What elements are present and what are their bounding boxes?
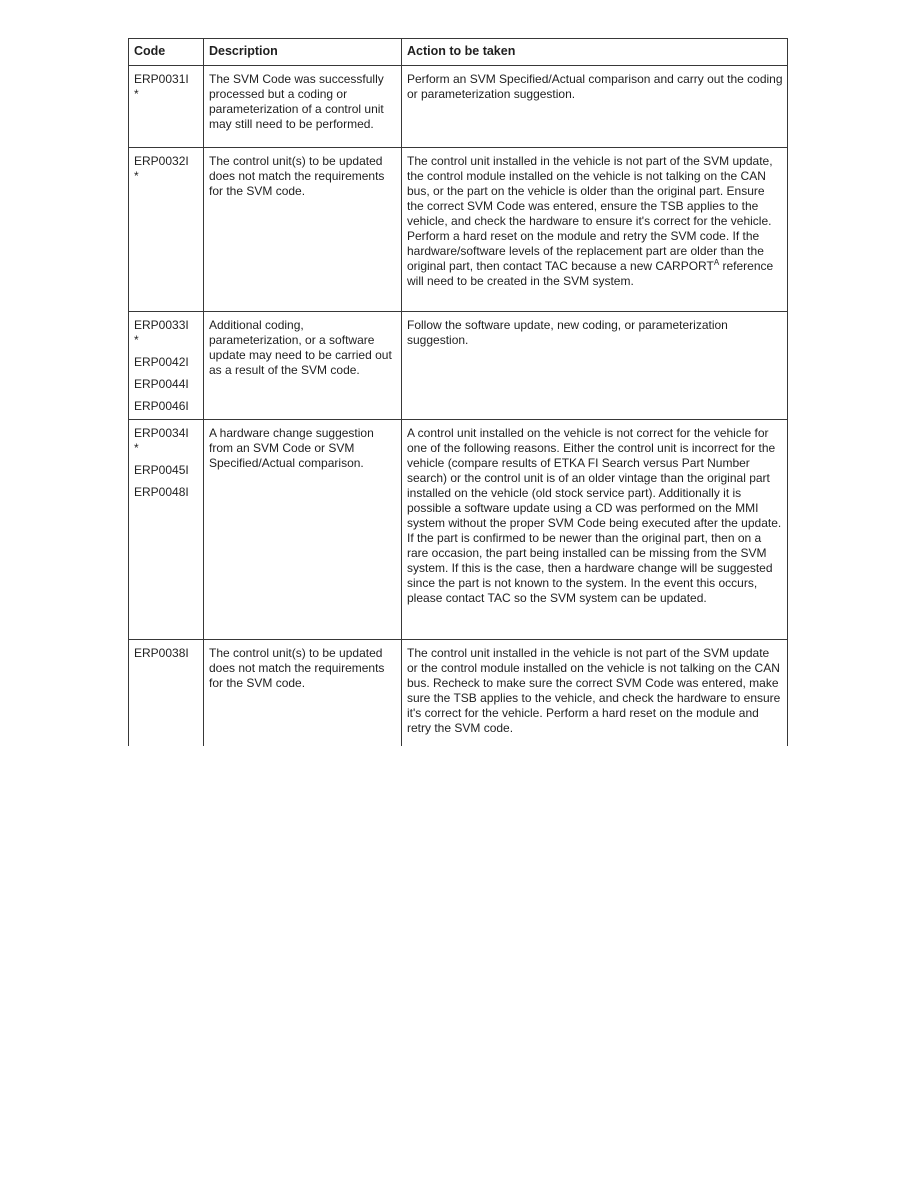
code-footnote-asterisk: *	[134, 87, 139, 101]
code-value: ERP0044I	[134, 377, 189, 391]
action-text: The control unit installed in the vehicle is not part of the SVM update, the control module installed on the vehicle is not talking on the CAN bus, or the part on the vehicle is older than the original part. Ensure the correct SVM Code was entered, ensure the TSB applies to the vehicle, and check the hardware to ensure it's correct for the vehicle. Perform a hard reset on the module and retry the SVM code. If the hardware/software levels of the replacement part are older than the original part, then contact TAC because a new CARPORT	[407, 154, 773, 273]
table-row	[129, 640, 788, 747]
action-cell: Follow the software update, new coding, or parameterization suggestion.	[402, 312, 788, 420]
table-row	[129, 420, 788, 640]
description-cell: A hardware change suggestion from an SVM Code or SVM Specified/Actual comparison.	[204, 420, 402, 640]
action-cell: A control unit installed on the vehicle is not correct for the vehicle for one of the following reasons. Either the control unit is incorrect for the vehicle (compare results of ETKA FI Search versus Part Number search) or the control unit is of an older vintage than the original part installed on the vehicle (old stock service part). Additionally it is possible a software update using a CD was performed on the MMI system without the proper SVM Code being executed after the update. If the part is confirmed to be newer than the original part, then on a rare occasion, the part being installed can be missing from the SVM system. If this is the case, then a hardware change will be suggested since the part is not known to the system. In the event this occurs, please contact TAC so the SVM system can be updated.	[402, 420, 788, 640]
code-footnote-asterisk: *	[134, 169, 139, 183]
table-row	[129, 66, 788, 148]
action-cell: Perform an SVM Specified/Actual comparison and carry out the coding or parameterization suggestion.	[402, 66, 788, 148]
code-cell	[129, 312, 204, 420]
table-row	[129, 148, 788, 312]
carport-superscript: A	[713, 258, 720, 267]
header-code: Code	[129, 39, 204, 66]
table-row	[129, 312, 788, 420]
code-value: ERP0045I	[134, 463, 189, 477]
description-cell: The SVM Code was successfully processed but a coding or parameterization of a control unit may still need to be performed.	[204, 66, 402, 148]
header-description: Description	[204, 39, 402, 66]
code-value: ERP0038I	[134, 646, 189, 660]
svm-codes-table-wrapper	[128, 38, 789, 746]
svm-codes-table	[128, 38, 788, 746]
description-cell: The control unit(s) to be updated does not match the requirements for the SVM code.	[204, 148, 402, 312]
code-cell	[129, 148, 204, 312]
code-value: ERP0048I	[134, 485, 189, 499]
table-header-row	[129, 39, 788, 66]
header-action: Action to be taken	[402, 39, 788, 66]
code-footnote-asterisk: *	[134, 333, 139, 347]
action-cell	[402, 148, 788, 312]
code-footnote-asterisk: *	[134, 441, 139, 455]
code-cell	[129, 640, 204, 747]
code-cell	[129, 66, 204, 148]
description-cell: Additional coding, parameterization, or a software update may need to be carried out as a result of the SVM code.	[204, 312, 402, 420]
action-text: reference will need to be created in the SVM system.	[407, 259, 774, 288]
code-cell	[129, 420, 204, 640]
code-value: ERP0033I	[134, 318, 189, 332]
code-value: ERP0046I	[134, 399, 189, 413]
code-value: ERP0031I	[134, 72, 189, 86]
description-cell: The control unit(s) to be updated does not match the requirements for the SVM code.	[204, 640, 402, 747]
code-value: ERP0042I	[134, 355, 189, 369]
code-value: ERP0034I	[134, 426, 189, 440]
action-cell: The control unit installed in the vehicle is not part of the SVM update or the control module installed on the vehicle is not talking on the CAN bus. Recheck to make sure the correct SVM Code was entered, make sure the TSB applies to the vehicle, and check the hardware to ensure it's correct for the vehicle. Perform a hard reset on the module and retry the SVM code.	[402, 640, 788, 747]
code-value: ERP0032I	[134, 154, 189, 168]
